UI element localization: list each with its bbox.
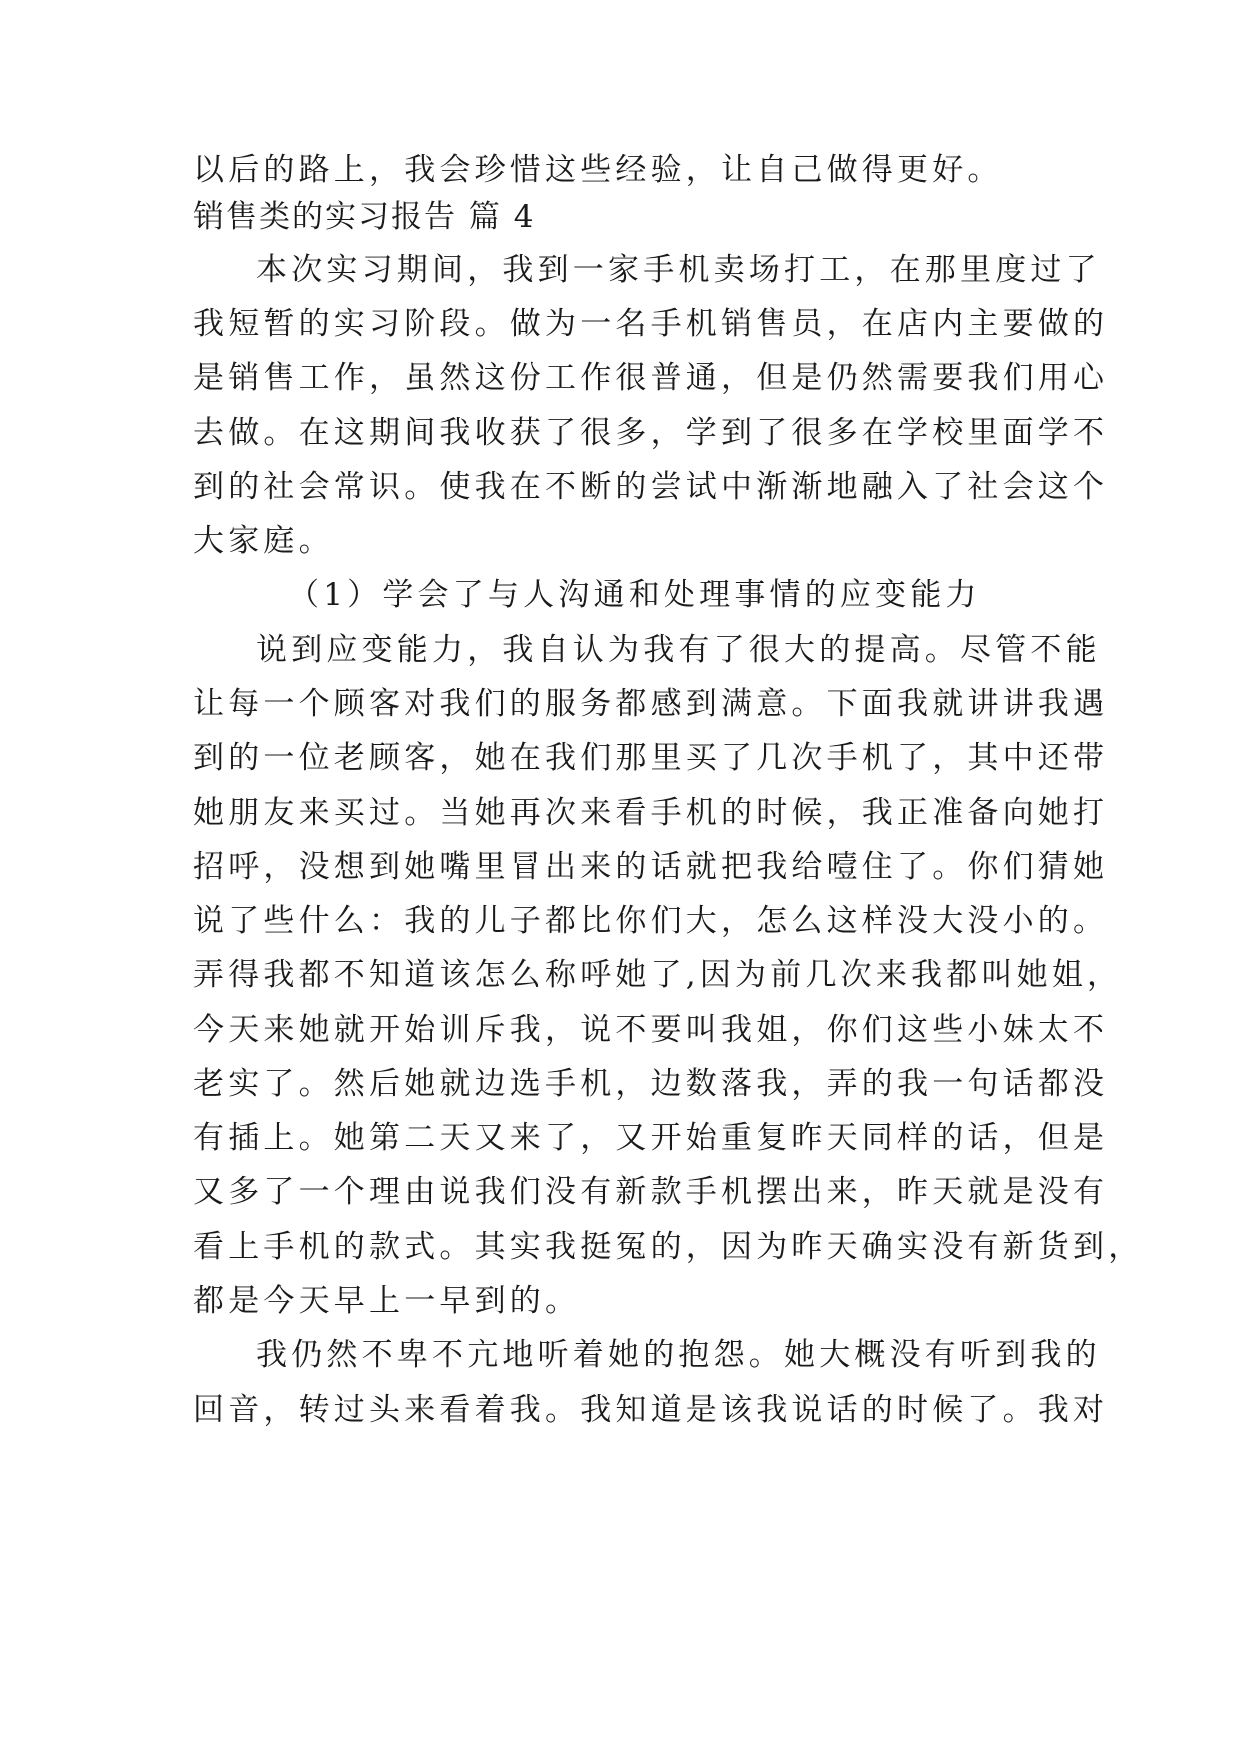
text-line: 是销售工作，虽然这份工作很普通，但是仍然需要我们用心 bbox=[193, 360, 1109, 396]
text-line: 我短暂的实习阶段。做为一名手机销售员，在店内主要做的 bbox=[193, 306, 1109, 342]
text-line: 回音，转过头来看着我。我知道是该我说话的时候了。我对 bbox=[193, 1392, 1109, 1428]
text-line: 到的一位老顾客，她在我们那里买了几次手机了，其中还带 bbox=[193, 740, 1109, 776]
text-line: 说到应变能力，我自认为我有了很大的提高。尽管不能 bbox=[256, 632, 1101, 668]
subsection-heading: （1）学会了与人沟通和处理事情的应变能力 bbox=[288, 577, 981, 613]
text-line: 说了些什么：我的儿子都比你们大，怎么这样没大没小的。 bbox=[193, 903, 1109, 939]
text-line: 她朋友来买过。当她再次来看手机的时候，我正准备向她打 bbox=[193, 795, 1109, 831]
text-line: 有插上。她第二天又来了，又开始重复昨天同样的话，但是 bbox=[193, 1120, 1109, 1156]
text-line: 今天来她就开始训斥我，说不要叫我姐，你们这些小妹太不 bbox=[193, 1012, 1109, 1048]
text-line: 我仍然不卑不亢地听着她的抱怨。她大概没有听到我的 bbox=[256, 1337, 1101, 1373]
text-line: 去做。在这期间我收获了很多，学到了很多在学校里面学不 bbox=[193, 415, 1109, 451]
text-line: 大家庭。 bbox=[193, 523, 334, 559]
text-line: 老实了。然后她就边选手机，边数落我，弄的我一句话都没 bbox=[193, 1066, 1109, 1102]
section-heading: 销售类的实习报告 篇 4 bbox=[193, 199, 536, 235]
text-line: 本次实习期间，我到一家手机卖场打工，在那里度过了 bbox=[256, 252, 1101, 288]
text-line: 到的社会常识。使我在不断的尝试中渐渐地融入了社会这个 bbox=[193, 469, 1109, 505]
text-line: 都是今天早上一早到的。 bbox=[193, 1283, 581, 1319]
text-line: 以后的路上，我会珍惜这些经验，让自己做得更好。 bbox=[193, 152, 1003, 188]
text-line: 看上手机的款式。其实我挺冤的，因为昨天确实没有新货到， bbox=[193, 1229, 1144, 1265]
text-line: 招呼，没想到她嘴里冒出来的话就把我给噎住了。你们猜她 bbox=[193, 849, 1109, 885]
text-line: 弄得我都不知道该怎么称呼她了,因为前几次来我都叫她姐， bbox=[193, 957, 1123, 993]
text-line: 又多了一个理由说我们没有新款手机摆出来，昨天就是没有 bbox=[193, 1174, 1109, 1210]
text-line: 让每一个顾客对我们的服务都感到满意。下面我就讲讲我遇 bbox=[193, 686, 1109, 722]
